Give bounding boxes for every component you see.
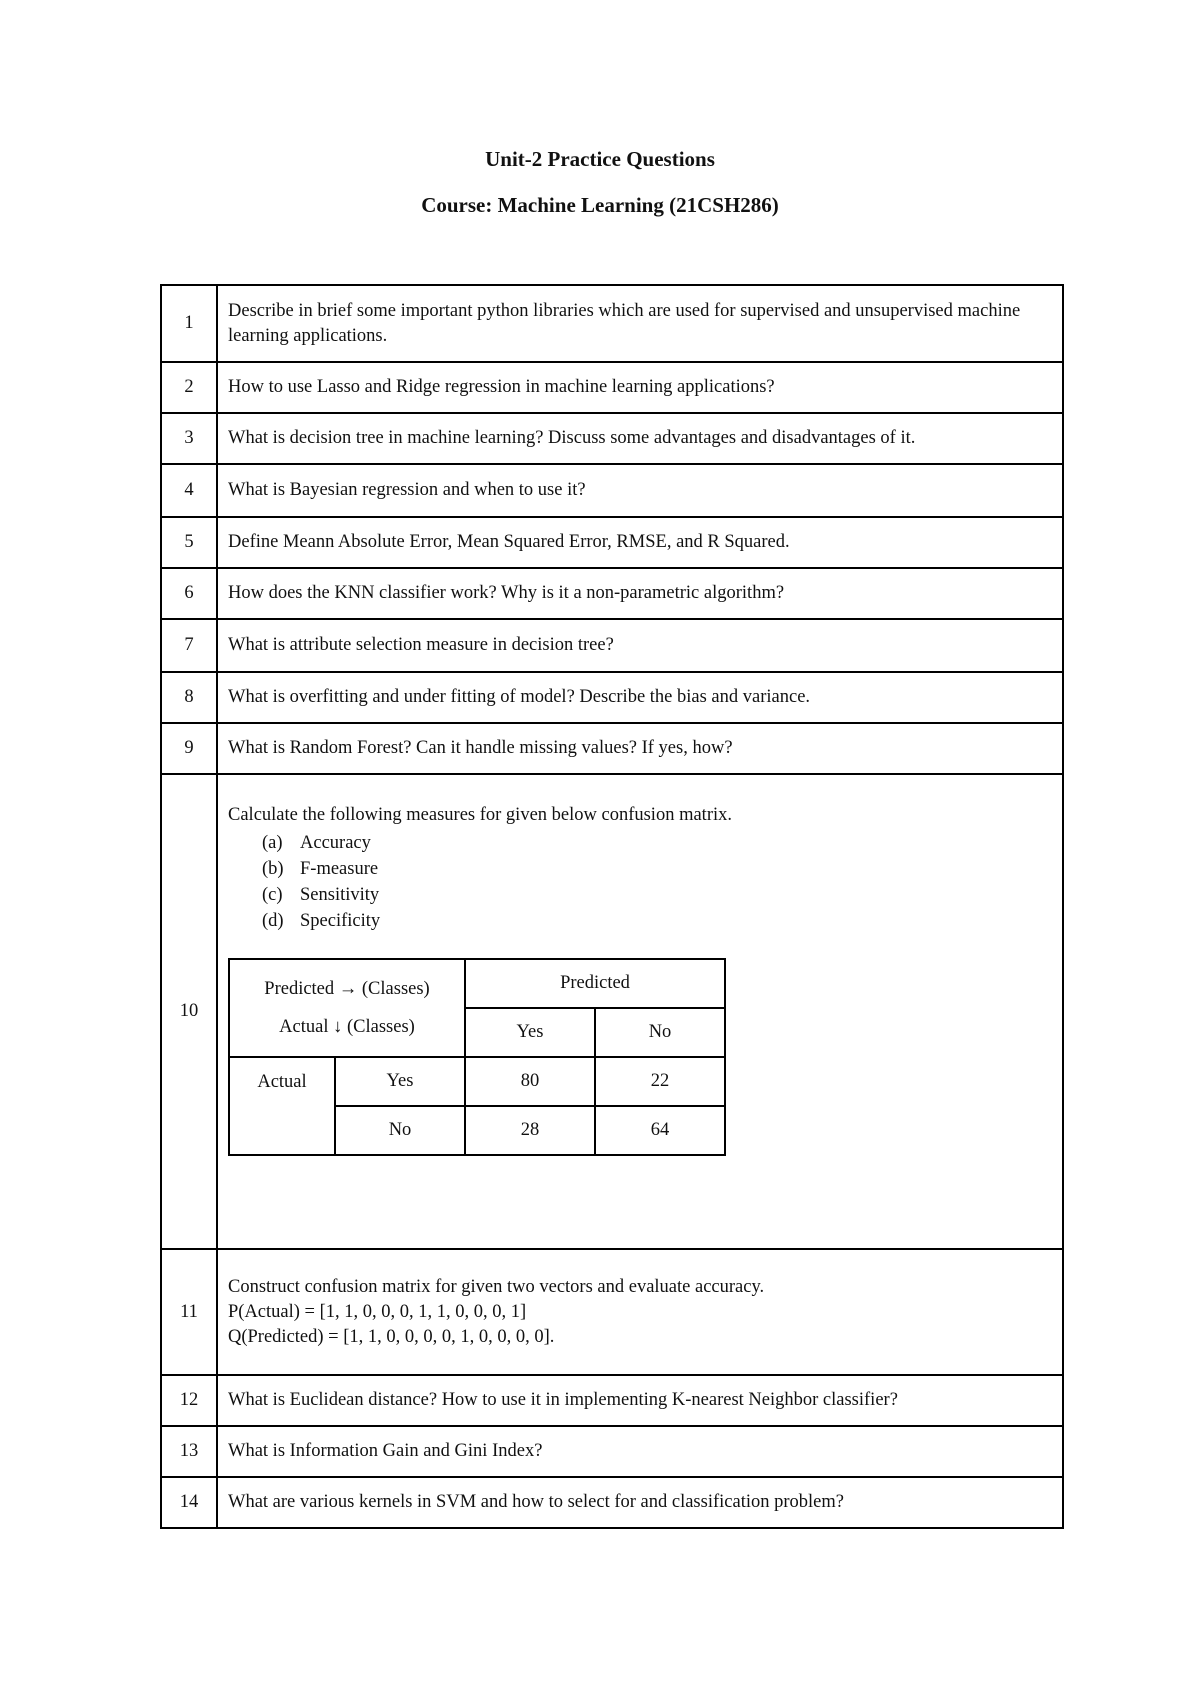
questions-table — [160, 284, 1064, 1529]
list-label: (c) — [262, 885, 283, 905]
question-text: What is Euclidean distance? How to use it in implementing K-nearest Neighbor classifier? — [217, 1375, 1063, 1426]
list-label: (a) — [262, 833, 283, 853]
list-label: (d) — [262, 911, 284, 931]
question-text: What is decision tree in machine learning? Discuss some advantages and disadvantages of it. — [217, 413, 1063, 464]
question-text: What is overfitting and under fitting of model? Describe the bias and variance. — [217, 672, 1063, 723]
question-number: 9 — [161, 723, 217, 774]
list-item — [262, 908, 1056, 934]
question-text: What is Bayesian regression and when to use it? — [217, 464, 1063, 517]
row-header-no: No — [335, 1106, 465, 1155]
question-text: Calculate the following measures for given below confusion matrix. — [228, 805, 732, 825]
question-row-13 — [161, 1426, 1063, 1477]
question-number: 10 — [161, 774, 217, 1249]
corner-label-actual: Actual ↓ (Classes) — [279, 1017, 415, 1037]
question-number: 11 — [161, 1249, 217, 1375]
confusion-matrix-table — [228, 958, 726, 1156]
col-header-yes: Yes — [465, 1008, 595, 1057]
question-row-3 — [161, 413, 1063, 464]
list-label: (b) — [262, 859, 284, 879]
col-header-no: No — [595, 1008, 725, 1057]
question-number: 3 — [161, 413, 217, 464]
question-row-4 — [161, 464, 1063, 517]
table-row — [229, 1057, 725, 1106]
question-number: 13 — [161, 1426, 217, 1477]
predicted-vector: Q(Predicted) = [1, 1, 0, 0, 0, 0, 1, 0, 0, 0, 0]. — [228, 1326, 555, 1347]
list-item — [262, 882, 1056, 908]
question-number: 6 — [161, 568, 217, 619]
document-title: Unit-2 Practice Questions — [485, 147, 715, 171]
question-number: 12 — [161, 1375, 217, 1426]
question-number: 8 — [161, 672, 217, 723]
question-text: What are various kernels in SVM and how to select for and classification problem? — [217, 1477, 1063, 1528]
question-number: 7 — [161, 619, 217, 672]
question-text: Describe in brief some important python libraries which are used for supervised and unsupervised machine learning applications. — [217, 285, 1063, 362]
question-content — [217, 774, 1063, 1249]
corner-label-predicted: Predicted → (Classes) — [264, 979, 430, 999]
question-row-7 — [161, 619, 1063, 672]
cell-yes-yes: 80 — [465, 1057, 595, 1106]
question-row-5 — [161, 517, 1063, 568]
question-row-6 — [161, 568, 1063, 619]
actual-header: Actual — [229, 1057, 335, 1155]
list-item — [262, 830, 1056, 856]
question-row-1 — [161, 285, 1063, 362]
question-text: How to use Lasso and Ridge regression in machine learning applications? — [217, 362, 1063, 413]
course-title: Course: Machine Learning (21CSH286) — [421, 193, 779, 217]
list-text: Accuracy — [300, 833, 371, 853]
question-content — [217, 1249, 1063, 1375]
cell-no-yes: 28 — [465, 1106, 595, 1155]
measure-list — [262, 830, 1056, 934]
actual-vector: P(Actual) = [1, 1, 0, 0, 0, 1, 1, 0, 0, 0, 1] — [228, 1301, 527, 1322]
question-row-2 — [161, 362, 1063, 413]
question-row-11 — [161, 1249, 1063, 1375]
question-text: Define Meann Absolute Error, Mean Squared Error, RMSE, and R Squared. — [217, 517, 1063, 568]
question-number: 1 — [161, 285, 217, 362]
cell-yes-no: 22 — [595, 1057, 725, 1106]
question-number: 5 — [161, 517, 217, 568]
question-text: Construct confusion matrix for given two vectors and evaluate accuracy. — [228, 1276, 765, 1297]
question-row-8 — [161, 672, 1063, 723]
list-text: Sensitivity — [300, 885, 380, 905]
question-text: What is Random Forest? Can it handle missing values? If yes, how? — [217, 723, 1063, 774]
question-row-10 — [161, 774, 1063, 1249]
question-number: 2 — [161, 362, 217, 413]
question-text: What is Information Gain and Gini Index? — [217, 1426, 1063, 1477]
question-number: 14 — [161, 1477, 217, 1528]
table-row — [229, 959, 725, 1008]
question-row-9 — [161, 723, 1063, 774]
question-number: 4 — [161, 464, 217, 517]
list-text: F-measure — [300, 859, 379, 879]
list-text: Specificity — [300, 911, 381, 931]
list-item — [262, 856, 1056, 882]
question-row-14 — [161, 1477, 1063, 1528]
row-header-yes: Yes — [335, 1057, 465, 1106]
predicted-header: Predicted — [465, 959, 725, 1008]
question-text: What is attribute selection measure in decision tree? — [217, 619, 1063, 672]
matrix-corner-cell — [229, 959, 465, 1057]
cell-no-no: 64 — [595, 1106, 725, 1155]
question-row-12 — [161, 1375, 1063, 1426]
question-text: How does the KNN classifier work? Why is it a non-parametric algorithm? — [217, 568, 1063, 619]
